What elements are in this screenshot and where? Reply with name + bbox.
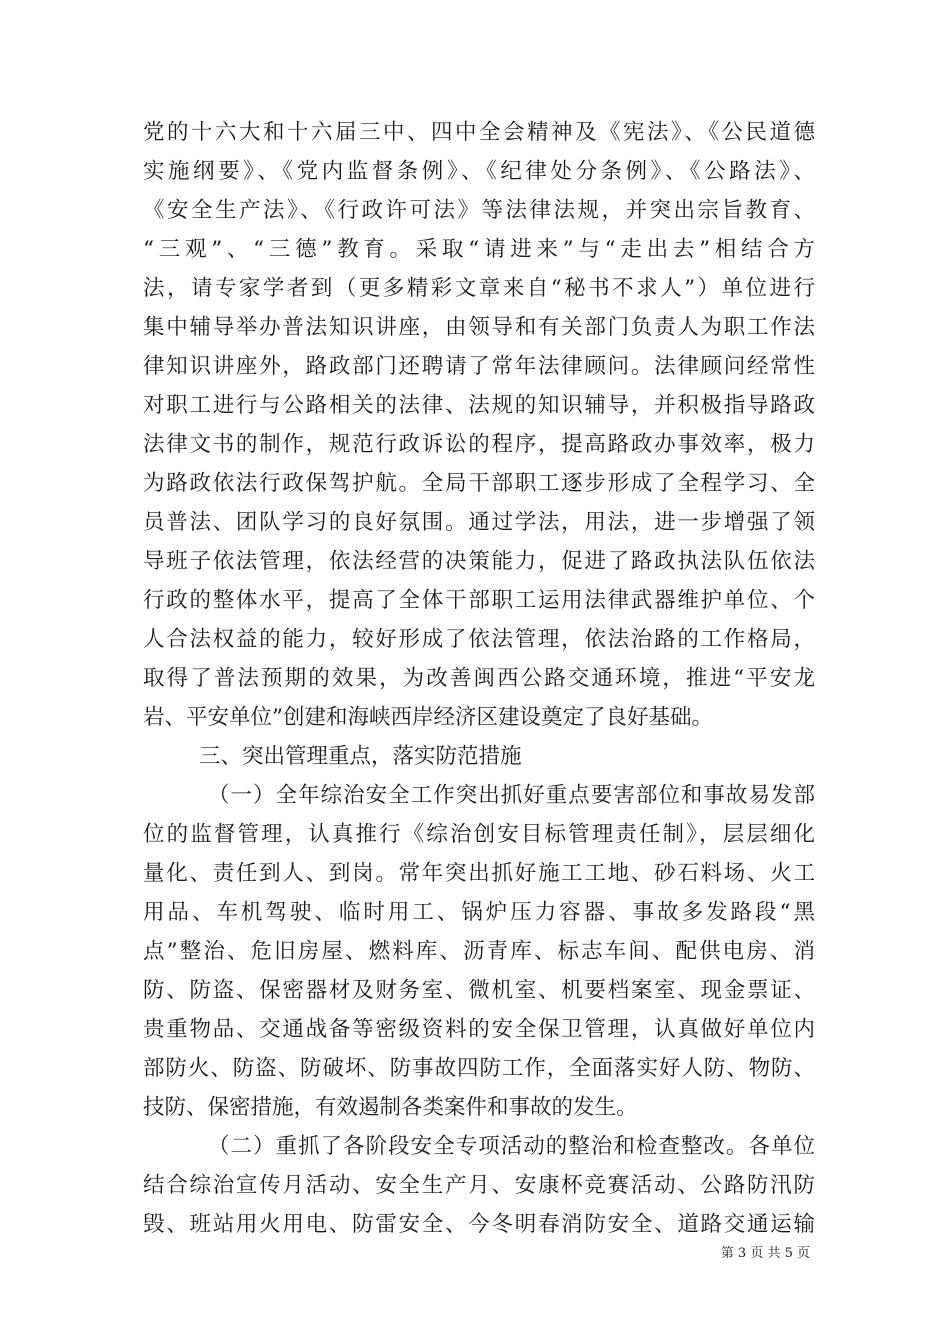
- page-number: 第 3 页 共 5 页: [720, 1246, 810, 1261]
- text-line: 律知识讲座外，路政部门还聘请了常年法律顾问。法律顾问经常性: [143, 354, 815, 379]
- text-line: 量化、责任到人、到岗。常年突出抓好施工工地、砂石料场、火工: [143, 861, 815, 886]
- text-line: 防、防盗、保密器材及财务室、微机室、机要档案室、现金票证、: [143, 978, 815, 1003]
- text-line: 行政的整体水平，提高了全体干部职工运用法律武器维护单位、个: [143, 588, 815, 613]
- text-line: 位的监督管理，认真推行《综治创安目标管理责任制》，层层细化: [143, 822, 815, 847]
- text-line: 毁、班站用火用电、防雷安全、今冬明春消防安全、道路交通运输: [143, 1212, 815, 1237]
- text-line: 《安全生产法》、《行政许可法》等法律法规，并突出宗旨教育、: [143, 198, 815, 223]
- text-line: 党的十六大和十六届三中、四中全会精神及《宪法》、《公民道德: [143, 120, 815, 145]
- text-line: （二）重抓了各阶段安全专项活动的整治和检查整改。各单位: [208, 1134, 815, 1159]
- text-line: 法律文书的制作，规范行政诉讼的程序，提高路政办事效率，极力: [143, 432, 815, 457]
- text-line: 为路政依法行政保驾护航。全局干部职工逐步形成了全程学习、全: [143, 471, 815, 496]
- text-line: 岩、平安单位”创建和海峡西岸经济区建设奠定了良好基础。: [143, 705, 713, 730]
- section-heading: 三、突出管理重点，落实防范措施: [199, 744, 522, 769]
- text-line: 结合综治宣传月活动、安全生产月、安康杯竞赛活动、公路防汛防: [143, 1173, 815, 1198]
- text-line: 人合法权益的能力，较好形成了依法管理，依法治路的工作格局，: [143, 627, 815, 652]
- text-line: 员普法、团队学习的良好氛围。通过学法，用法，进一步增强了领: [143, 510, 815, 535]
- text-line: 对职工进行与公路相关的法律、法规的知识辅导，并积极指导路政: [143, 393, 815, 418]
- text-line: 技防、保密措施，有效遏制各类案件和事故的发生。: [143, 1095, 638, 1120]
- text-line: 集中辅导举办普法知识讲座，由领导和有关部门负责人为职工作法: [143, 315, 815, 340]
- text-line: （一）全年综治安全工作突出抓好重点要害部位和事故易发部: [208, 783, 815, 808]
- text-line: 实施纲要》、《党内监督条例》、《纪律处分条例》、《公路法》、: [143, 159, 815, 184]
- text-line: 部防火、防盗、防破坏、防事故四防工作，全面落实好人防、物防、: [143, 1056, 815, 1081]
- text-line: 点”整治、危旧房屋、燃料库、沥青库、标志车间、配供电房、消: [143, 939, 815, 964]
- text-line: 法，请专家学者到（更多精彩文章来自“秘书不求人”）单位进行: [143, 276, 815, 301]
- text-line: 贵重物品、交通战备等密级资料的安全保卫管理，认真做好单位内: [143, 1017, 815, 1042]
- text-line: 导班子依法管理，依法经营的决策能力，促进了路政执法队伍依法: [143, 549, 815, 574]
- text-line: “三观”、“三德”教育。采取“请进来”与“走出去”相结合方: [143, 237, 815, 262]
- text-line: 用品、车机驾驶、临时用工、锅炉压力容器、事故多发路段“黑: [143, 900, 815, 925]
- text-line: 取得了普法预期的效果，为改善闽西公路交通环境，推进“平安龙: [143, 666, 815, 691]
